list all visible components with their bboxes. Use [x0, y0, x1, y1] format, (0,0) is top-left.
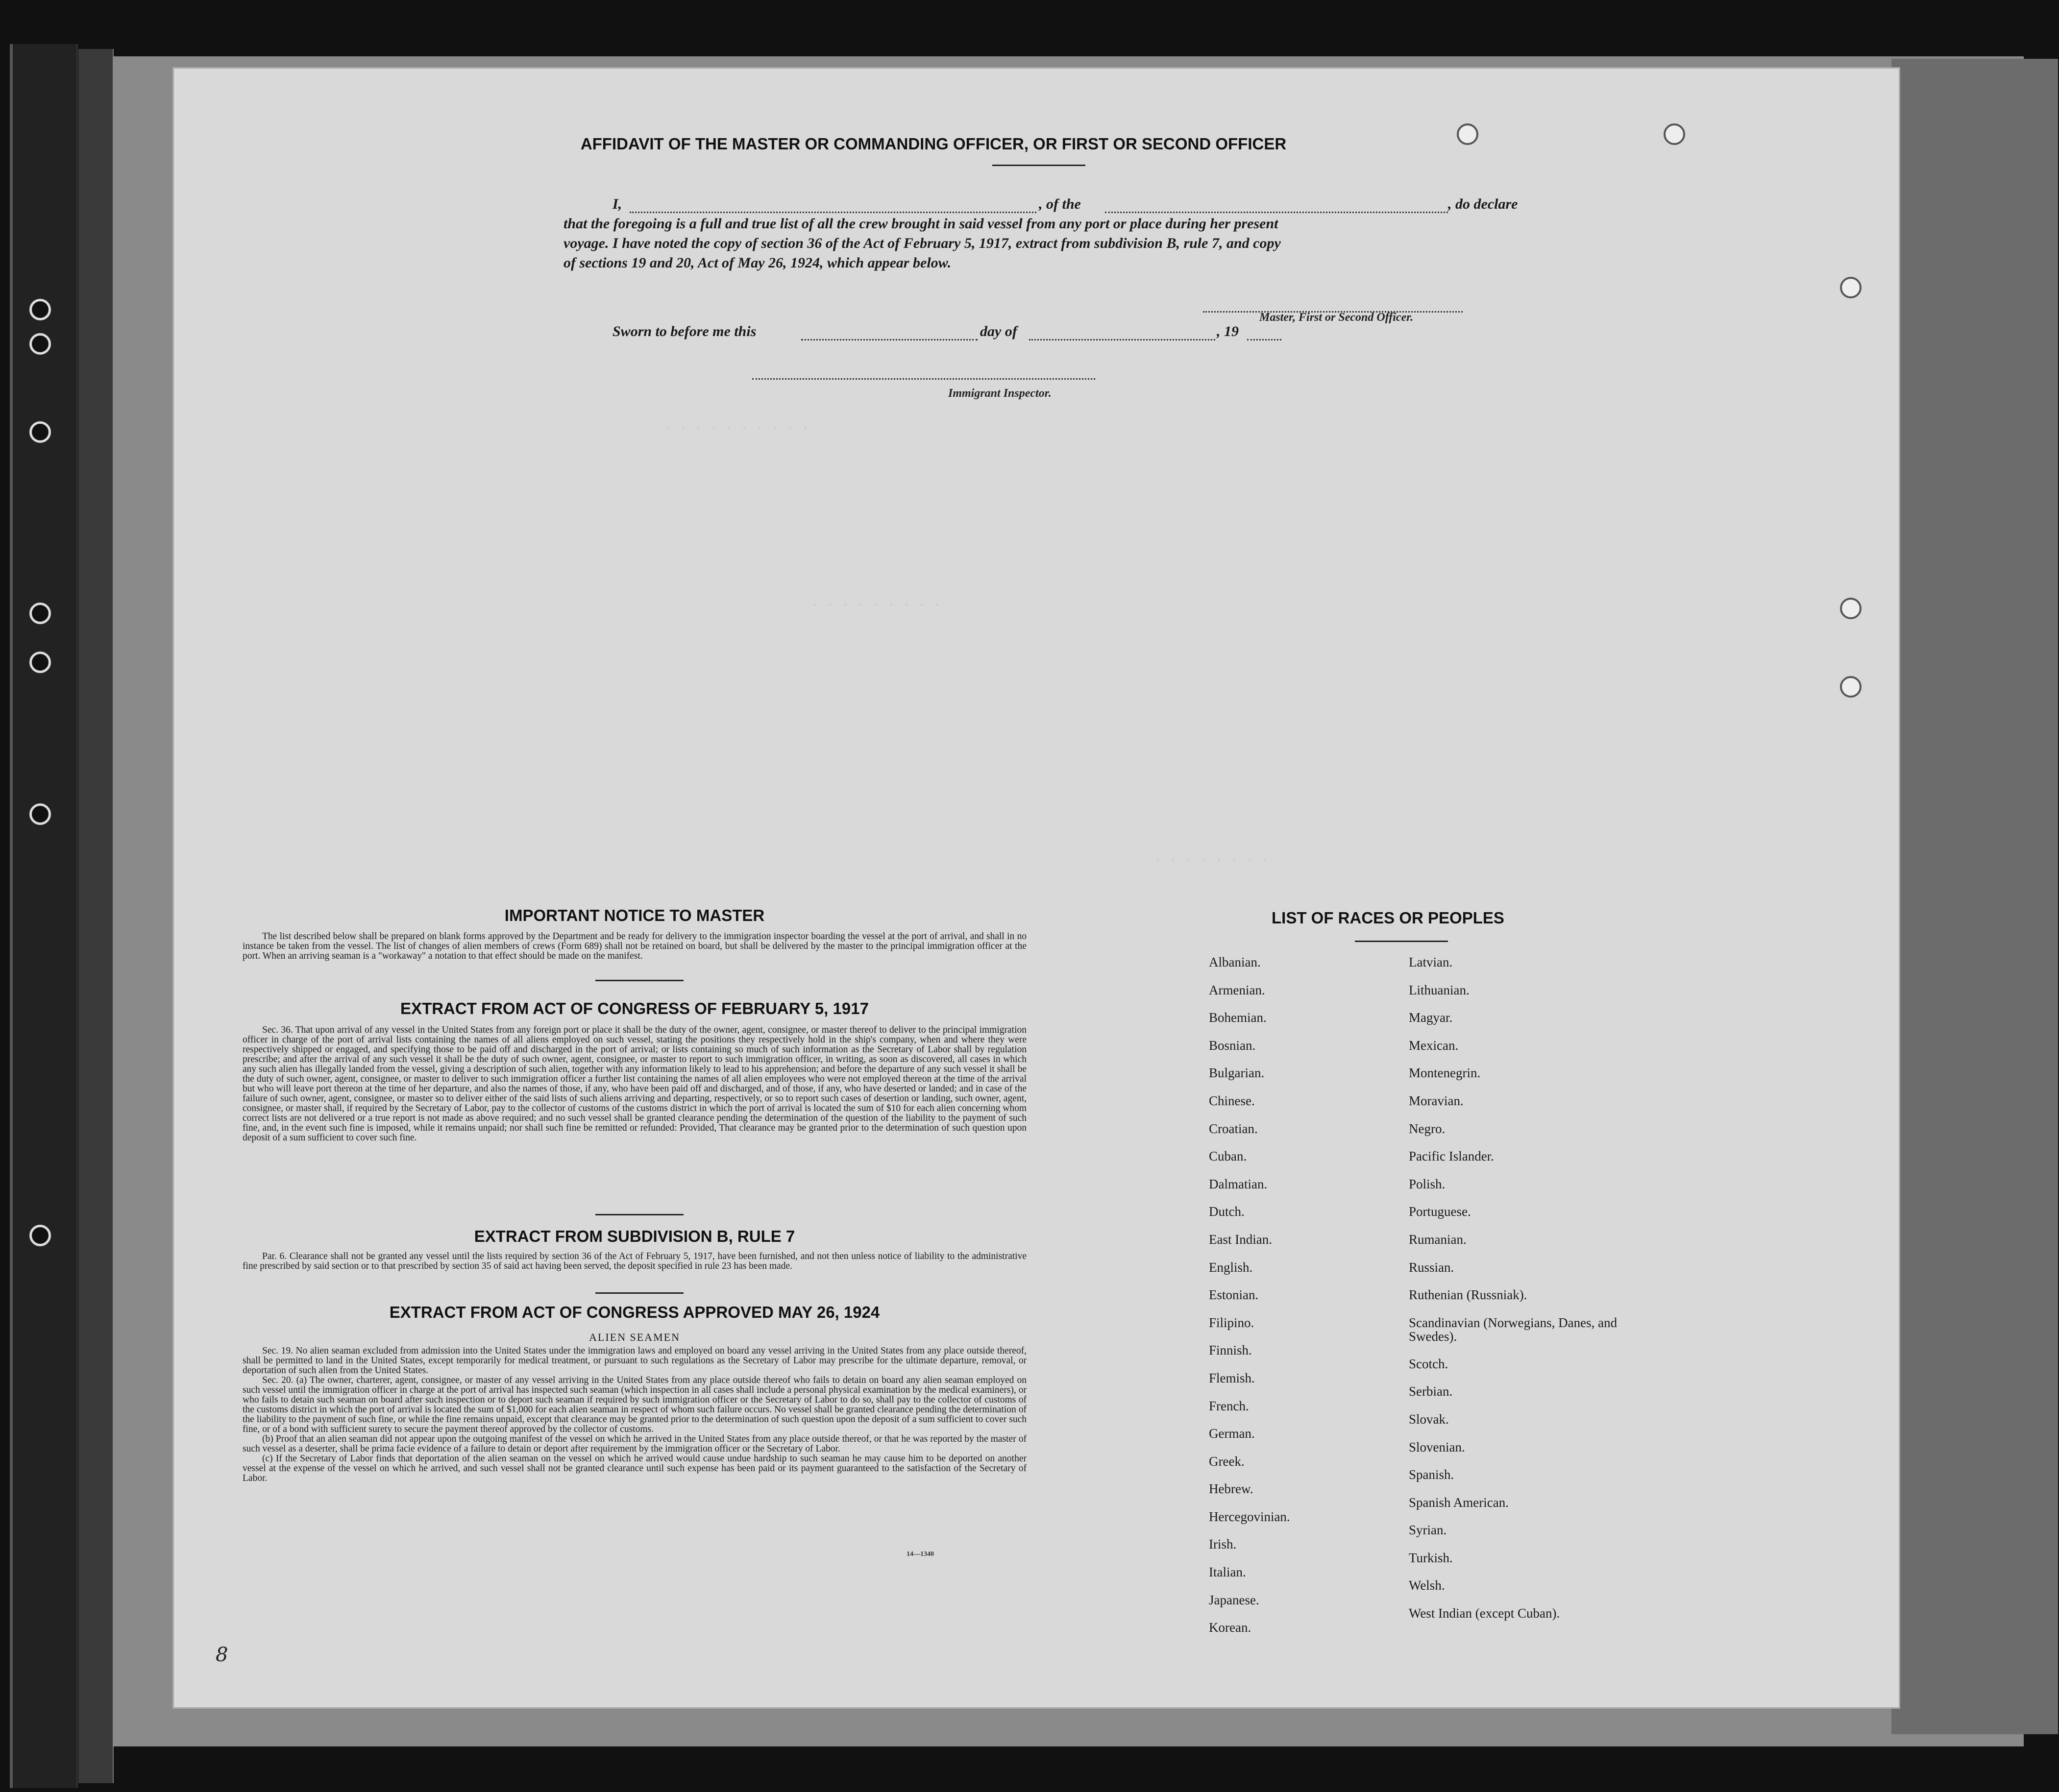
rule7-body: Par. 6. Clearance shall not be granted any vessel until the lists required by section 36 of the Act of February 5, 1917, have been furnished, and not then unless notice of liability to the administrative fine prescribed by said section or to that prescribed by section 35 of said act having been served, the deposit specified in rule 23 has been made.	[243, 1251, 1027, 1271]
extract-1924-body	[243, 1346, 1027, 1483]
form-number: 14—1340	[907, 1550, 934, 1558]
race-item: Rumanian.	[1409, 1232, 1467, 1247]
race-item: Hercegovinian.	[1209, 1509, 1290, 1524]
race-item: Montenegrin.	[1409, 1066, 1481, 1081]
race-item: Bulgarian.	[1209, 1066, 1265, 1081]
race-item: Polish.	[1409, 1176, 1446, 1191]
binder-edge	[78, 49, 114, 1783]
races-title-text: LIST OF RACES OR PEOPLES	[1272, 909, 1504, 927]
race-item: Croatian.	[1209, 1121, 1258, 1136]
inspector-label: Immigrant Inspector.	[948, 387, 1052, 400]
extract-1917-body: Sec. 36. That upon arrival of any vessel in the United States from any foreign port or place it shall be the duty of the owner, agent, consignee, or master thereof to deliver to the principal immigration officer in charge of the port of arrival lists containing the names of all aliens employed on such vessel, stating the positions they respectively hold in the ship's company, when and where they were respectively shipped or engaged, and specifying those to be paid off and discharged in the port of arrival; or lists containing so much of such information as the Secretary of Labor shall by regulation prescribe; and after the arrival of any such vessel it shall be the duty of such owner, agent, consignee, or master to report to such immigration officer, in writing, as soon as discovered, all cases in which any such alien has illegally landed from the vessel, giving a description of such alien, together with any information likely to lead to his apprehension; and before the departure of any such vessel it shall be the duty of such owner, agent, consignee, or master to deliver to such immigration officer a further list containing the names of all alien employees who were not employed thereon at the time of the arrival but who will leave port thereon at the time of her departure, and also the names of those, if any, who have been paid off and discharged, and of those, if any, who have deserted or landed; and in case of the failure of such owner, agent, consignee, or master so to deliver either of the said lists of such aliens arriving and departing, respectively, or so to report such cases of desertion or landing, such owner, agent, consignee, or master shall, if required by the Secretary of Labor, pay to the collector of customs of the customs district in which the port of arrival is located the sum of $10 for each alien concerning whom correct lists are not delivered or a true report is not made as above required; and no such vessel shall be granted clearance pending the determination of the question of the liability to the payment of such fine, and, in the event such fine is imposed, while it remains unpaid; nor shall such fine be remitted or refunded: Provided, That clearance may be granted prior to the determination of such question upon deposit of a sum sufficient to cover such fine.	[243, 1025, 1027, 1143]
race-item: Moravian.	[1409, 1093, 1464, 1108]
section-20a: Sec. 20. (a) The owner, charterer, agent, consignee, or master of any vessel arriving in the United States from any place outside thereof who fails to detain on board any alien seaman employed on such vessel until the immigration officer in charge at the port of arrival has inspected such seaman (which inspection in all cases shall include a personal physical examination by the medical examiners), or who fails to detain such seaman on board after such inspection or to deport such seaman if required by such immigration officer or the Secretary of Labor to do so, shall pay to the collector of customs of the customs district in which the port of arrival is located the sum of $1,000 for each alien seaman in respect of whom such failure occurs. No vessel shall be granted clearance pending the determination of the liability to the payment of such fine, or while the fine remains unpaid, except that clearance may be granted prior to the determination of such question upon the deposit of a sum sufficient to cover such fine, or of a bond with sufficient surety to secure the payment thereof approved by the collector of customs.	[243, 1375, 1027, 1434]
race-item: Dalmatian.	[1209, 1176, 1268, 1191]
section-19: Sec. 19. No alien seaman excluded from admission into the United States under the immigration laws and employed on board any vessel arriving in the United States from any place outside thereof, shall be permitted to land in the United States, except temporarily for medical treatment, or pursuant to such regulations as the Secretary of Labor may prescribe for the ultimate departure, removal, or deportation of such alien from the United States.	[243, 1346, 1027, 1376]
race-item: Slovak.	[1409, 1411, 1449, 1427]
races-left-column	[1209, 955, 1385, 1648]
extract-1917-title: EXTRACT FROM ACT OF CONGRESS OF FEBRUARY 5, 1917	[400, 999, 869, 1017]
race-item: Chinese.	[1209, 1093, 1255, 1108]
race-item: Finnish.	[1209, 1343, 1252, 1358]
race-item: English.	[1209, 1259, 1253, 1275]
punch-hole	[1840, 598, 1862, 619]
year-prefix: , 19	[1217, 323, 1239, 339]
binder-hole	[29, 1225, 51, 1246]
race-item: Greek.	[1209, 1453, 1245, 1469]
bleed-through: · · · · · · · · · ·	[664, 421, 809, 436]
rule7-rule	[595, 1292, 684, 1294]
race-item: Filipino.	[1209, 1315, 1254, 1330]
inspector-signature-line[interactable]	[752, 378, 1095, 380]
race-item: Flemish.	[1209, 1370, 1255, 1385]
name-blank[interactable]	[630, 212, 1036, 213]
race-item: East Indian.	[1209, 1232, 1272, 1247]
race-item: Bohemian.	[1209, 1010, 1267, 1025]
affidavit-of-the: , of the	[1039, 196, 1081, 212]
adjacent-page	[1891, 59, 2058, 1734]
alien-seamen-subtitle: ALIEN SEAMEN	[589, 1331, 680, 1343]
sworn-month-blank[interactable]	[1029, 339, 1215, 340]
races-right-column	[1409, 955, 1624, 1634]
punch-hole	[1840, 676, 1862, 698]
race-item: Turkish.	[1409, 1550, 1453, 1565]
race-item: Slovenian.	[1409, 1439, 1465, 1454]
vessel-blank[interactable]	[1105, 212, 1448, 213]
affidavit-line-2: that the foregoing is a full and true list of all the crew brought in said vessel from any port or place during her present	[564, 216, 1278, 232]
race-item: Dutch.	[1209, 1204, 1245, 1219]
race-item: Cuban.	[1209, 1149, 1247, 1164]
affidavit-do-declare: , do declare	[1448, 196, 1518, 212]
race-item: Albanian.	[1209, 955, 1261, 969]
affidavit-title: AFFIDAVIT OF THE MASTER OR COMMANDING OFFICER, OR FIRST OR SECOND OFFICER	[580, 135, 1287, 153]
affidavit-page	[174, 69, 1899, 1707]
race-item: Negro.	[1409, 1121, 1446, 1136]
sworn-label: Sworn to before me this	[613, 323, 757, 339]
race-item: Spanish.	[1409, 1467, 1454, 1482]
handwritten-page-mark: 8	[216, 1644, 228, 1666]
section-20c: (c) If the Secretary of Labor finds that deportation of the alien seaman on the vessel on which he arrived would cause undue hardship to such seaman he may cause him to be deported on another vessel at the expense of the vessel on which he arrived, and such vessel shall not be granted clearance until such expense has been paid or its payment guaranteed to the satisfaction of the Secretary of Labor.	[243, 1453, 1027, 1483]
race-item: Ruthenian (Russniak).	[1409, 1287, 1527, 1303]
punch-hole	[1840, 277, 1862, 298]
race-item: Estonian.	[1209, 1287, 1259, 1303]
race-item: Russian.	[1409, 1259, 1454, 1275]
race-item: Hebrew.	[1209, 1481, 1253, 1497]
race-item: Korean.	[1209, 1620, 1251, 1635]
notice-title: IMPORTANT NOTICE TO MASTER	[504, 906, 765, 924]
race-item: Mexican.	[1409, 1038, 1459, 1053]
binder-hole	[29, 652, 51, 673]
extract-1917-rule	[595, 1214, 684, 1215]
race-item: Armenian.	[1209, 982, 1265, 997]
bleed-through: · · · · · · · · ·	[811, 598, 941, 612]
race-item: Scandinavian (Norwegians, Danes, and Swedes).	[1409, 1315, 1618, 1344]
race-item: Italian.	[1209, 1565, 1246, 1580]
day-of-label: day of	[980, 323, 1017, 339]
races-rule	[1355, 941, 1448, 942]
title-rule	[992, 165, 1085, 166]
race-item: Syrian.	[1409, 1523, 1447, 1538]
race-item: Bosnian.	[1209, 1038, 1256, 1053]
race-item: Scotch.	[1409, 1356, 1448, 1371]
binder-hole	[29, 603, 51, 624]
race-item: Japanese.	[1209, 1592, 1259, 1607]
race-item: Portuguese.	[1409, 1204, 1471, 1219]
notice-rule	[595, 980, 684, 981]
race-item: Magyar.	[1409, 1010, 1453, 1025]
binder-hole	[29, 421, 51, 443]
notice-body: The list described below shall be prepared on blank forms approved by the Department and be ready for delivery to the immigration inspector boarding the vessel at the port of arrival, and shall in no instance be taken from the vessel. The list of changes of alien members of crews (Form 689) shall not be retained on board, but shall be delivered by the master to the principal immigration officer at the port. When an arriving seaman is a "workaway" a notation to that effect should be made on the manifest.	[243, 931, 1027, 961]
binder-hole	[29, 299, 51, 320]
race-item: German.	[1209, 1426, 1255, 1441]
bleed-through: · · · · · · · ·	[1154, 852, 1269, 867]
race-item: French.	[1209, 1398, 1249, 1413]
section-20b: (b) Proof that an alien seaman did not appear upon the outgoing manifest of the vessel on which he arrived in the United States from any place outside thereof, or that he was reported by the master of such vessel as a deserter, shall be prima facie evidence of a failure to detain or deport after requirement by the immigration officer or the Secretary of Labor.	[243, 1434, 1027, 1454]
races-title	[1213, 909, 1948, 927]
race-item: West Indian (except Cuban).	[1409, 1606, 1560, 1621]
race-item: Irish.	[1209, 1537, 1237, 1552]
affidavit-line-4: of sections 19 and 20, Act of May 26, 1924, which appear below.	[564, 255, 952, 271]
year-blank[interactable]	[1247, 339, 1281, 340]
extract-1924-title: EXTRACT FROM ACT OF CONGRESS APPROVED MAY 26, 1924	[389, 1303, 880, 1321]
race-item: Serbian.	[1409, 1384, 1453, 1399]
race-item: Lithuanian.	[1409, 982, 1470, 997]
affidavit-line-3: voyage. I have noted the copy of section 36 of the Act of February 5, 1917, extract from subdivision B, rule 7, and copy	[564, 235, 1281, 251]
binder-hole	[29, 333, 51, 355]
sworn-day-blank[interactable]	[801, 339, 978, 340]
master-signature-label: Master, First or Second Officer.	[1259, 311, 1414, 324]
race-item: Pacific Islander.	[1409, 1149, 1494, 1164]
rule7-title: EXTRACT FROM SUBDIVISION B, RULE 7	[474, 1227, 795, 1245]
binder-hole	[29, 803, 51, 825]
race-item: Latvian.	[1409, 955, 1453, 969]
affidavit-i-label: I,	[613, 196, 622, 212]
race-item: Spanish American.	[1409, 1495, 1509, 1510]
race-item: Welsh.	[1409, 1578, 1445, 1593]
